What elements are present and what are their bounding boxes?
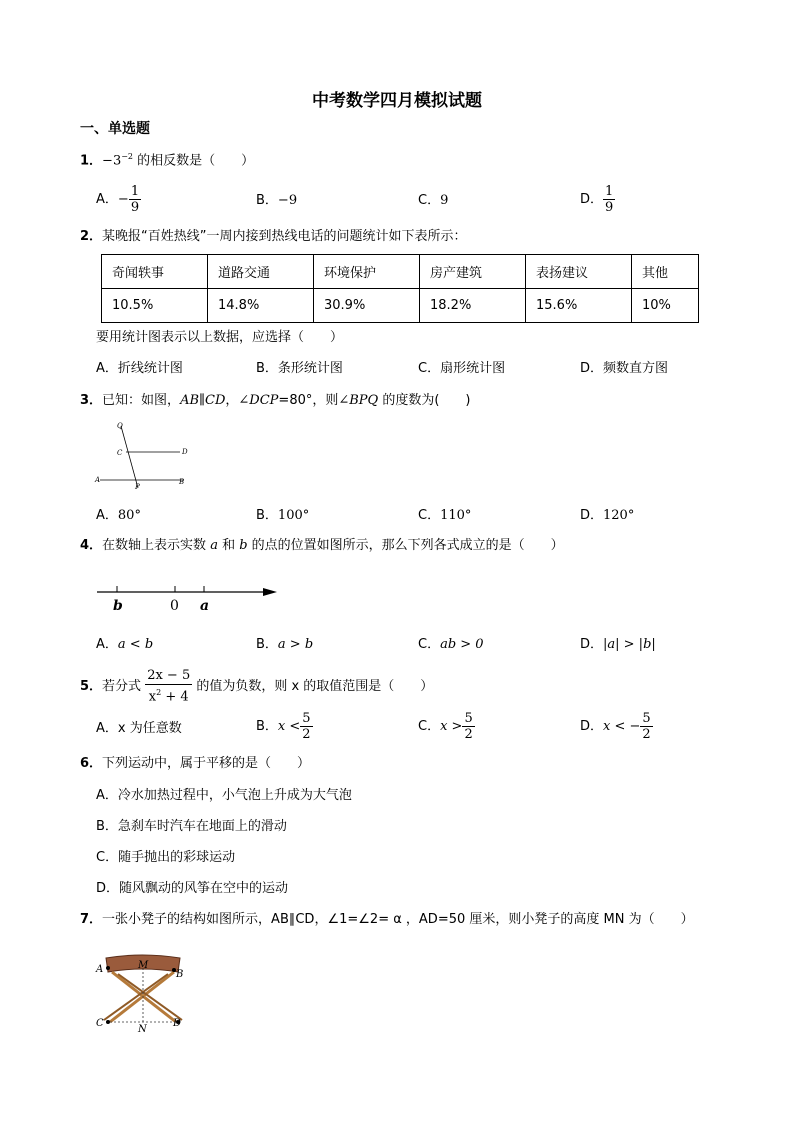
- option-text: 110°: [440, 508, 472, 523]
- option-label: B．: [256, 719, 278, 734]
- option-text: 随手抛出的彩球运动: [118, 850, 236, 865]
- option-text: 冷水加热过程中，小气泡上升成为大气泡: [117, 788, 352, 803]
- denominator: 2: [464, 727, 473, 742]
- option-label: A．: [96, 788, 118, 803]
- option-label: A．: [96, 637, 118, 652]
- math-expression: AB∥CD: [180, 393, 226, 408]
- math-sign: −: [117, 192, 129, 207]
- math-exponent: −2: [121, 152, 134, 161]
- option-label: C．: [418, 508, 441, 523]
- question-number: 3．: [80, 393, 103, 408]
- option-label: D．: [580, 508, 604, 523]
- page-title: 中考数学四月模拟试题: [312, 91, 482, 111]
- option-b[interactable]: [256, 711, 313, 742]
- option-b[interactable]: [256, 192, 297, 210]
- label-c: C: [96, 1018, 104, 1029]
- parallel-lines-figure: [92, 418, 202, 496]
- denominator-base: x: [148, 689, 157, 705]
- question-3: [80, 392, 471, 410]
- option-b[interactable]: [256, 636, 313, 654]
- option-label: C．: [418, 193, 441, 208]
- option-a[interactable]: [96, 720, 182, 738]
- option-text: a > b: [277, 637, 314, 652]
- label-d: D: [173, 1018, 182, 1029]
- table-cell: 15.6%: [526, 289, 632, 323]
- question-text: 某晚报“百姓热线”一周内接到热线电话的问题统计如下表所示：: [102, 229, 467, 244]
- math-base: −3: [102, 153, 122, 169]
- option-label: A．: [96, 192, 118, 207]
- option-d[interactable]: [96, 880, 288, 898]
- section-heading: 一、单选题: [80, 121, 150, 137]
- option-label: D．: [580, 192, 604, 207]
- option-d[interactable]: [580, 507, 634, 525]
- option-text: 120°: [603, 508, 635, 523]
- stool-leg: [118, 974, 182, 1020]
- option-text: ab > 0: [440, 637, 484, 652]
- question-number: 2．: [80, 229, 103, 244]
- option-label: C．: [418, 361, 441, 376]
- denominator: 2: [642, 727, 651, 742]
- option-text: −9: [277, 193, 298, 208]
- table-cell: 房产建筑: [420, 255, 526, 289]
- table-cell: 30.9%: [314, 289, 420, 323]
- point-c: [106, 1020, 110, 1024]
- fraction: [145, 668, 192, 705]
- label-zero: 0: [170, 598, 179, 614]
- option-text: x >: [440, 719, 463, 734]
- question-number: 5．: [80, 679, 103, 695]
- table-header-row: [102, 255, 699, 289]
- fraction: [462, 711, 474, 742]
- option-text: 9: [440, 193, 449, 208]
- option-label: C．: [418, 719, 441, 734]
- question-text: 下列运动中，属于平移的是（ ）: [102, 756, 311, 771]
- table-cell: 环境保护: [314, 255, 420, 289]
- label-b: b: [113, 598, 123, 614]
- option-text: a < b: [117, 637, 154, 652]
- option-text: 折线统计图: [117, 361, 183, 376]
- option-label: C．: [418, 637, 441, 652]
- table-cell: 18.2%: [420, 289, 526, 323]
- label-a: a: [200, 598, 210, 614]
- question-text: ，: [225, 393, 239, 408]
- denominator: [145, 685, 192, 705]
- option-label: D．: [580, 719, 604, 734]
- option-label: A．: [96, 508, 118, 523]
- table-row: [102, 289, 699, 323]
- option-text: 急刹车时汽车在地面上的滑动: [117, 819, 287, 834]
- table-cell: 10.5%: [102, 289, 208, 323]
- option-d[interactable]: [580, 360, 668, 378]
- question-text: 若分式: [102, 679, 146, 695]
- option-b[interactable]: [256, 507, 309, 525]
- label-d: D: [182, 448, 188, 456]
- option-c[interactable]: [96, 849, 235, 867]
- table-cell: 道路交通: [208, 255, 314, 289]
- table-cell: 其他: [632, 255, 699, 289]
- arrow-head-icon: [263, 588, 277, 596]
- numerator: 1: [130, 184, 140, 199]
- stool-figure: [94, 950, 194, 1034]
- option-text: 100°: [277, 508, 310, 523]
- option-label: B．: [96, 819, 118, 834]
- option-label: D．: [96, 881, 120, 896]
- option-label: B．: [256, 193, 278, 208]
- option-label: D．: [580, 361, 604, 376]
- label-c: C: [117, 449, 123, 457]
- option-label: B．: [256, 637, 278, 652]
- fraction: [129, 184, 141, 215]
- label-a: A: [96, 964, 104, 975]
- statistics-table: [101, 254, 699, 323]
- numerator: 2x − 5: [147, 668, 191, 683]
- denominator: 9: [605, 200, 614, 215]
- question-text: 在数轴上表示实数: [102, 538, 211, 553]
- question-5: [80, 668, 433, 705]
- option-c[interactable]: [418, 360, 505, 378]
- line-pq: [121, 426, 138, 488]
- question-number: 4．: [80, 538, 103, 553]
- option-a[interactable]: [96, 636, 153, 654]
- option-b[interactable]: [96, 818, 287, 836]
- option-text: 扇形统计图: [440, 361, 506, 376]
- number-line-figure: [95, 578, 280, 614]
- option-text: 随风飘动的风筝在空中的运动: [119, 881, 289, 896]
- option-text: x < −: [603, 719, 641, 734]
- question-number: 1．: [80, 153, 103, 169]
- option-d[interactable]: [580, 636, 656, 654]
- label-n: N: [138, 1024, 147, 1034]
- question-2: [80, 228, 467, 246]
- question-2-followup: 要用统计图表示以上数据，应选择（ ）: [96, 330, 344, 345]
- option-text: 条形统计图: [277, 361, 343, 376]
- table-cell: 14.8%: [208, 289, 314, 323]
- question-7: [80, 911, 694, 929]
- option-text: x 为任意数: [117, 721, 182, 736]
- question-text: 已知：如图，: [102, 393, 181, 408]
- table-cell: 10%: [632, 289, 699, 323]
- denominator-exponent: 2: [156, 688, 162, 697]
- option-c[interactable]: [418, 711, 475, 742]
- option-a[interactable]: [96, 507, 141, 525]
- option-a[interactable]: [96, 184, 141, 215]
- option-b[interactable]: [256, 360, 343, 378]
- question-text: 和: [217, 538, 240, 553]
- table-cell: 奇闻轶事: [102, 255, 208, 289]
- question-text: =80°，则: [278, 393, 339, 408]
- label-p: P: [135, 483, 140, 491]
- math-variable: a: [210, 538, 218, 553]
- question-text: 一张小凳子的结构如图所示，AB∥CD，∠1=∠2= α ，AD=50 厘米，则小凳子的高度 MN 为（ ）: [102, 912, 694, 927]
- option-text: x <: [277, 719, 301, 734]
- numerator: 5: [302, 711, 311, 726]
- option-text: |a| > |b|: [603, 637, 656, 652]
- fraction: [640, 711, 652, 742]
- numerator: 5: [642, 711, 651, 726]
- option-label: B．: [256, 508, 278, 523]
- option-d[interactable]: [580, 711, 653, 742]
- question-number: 6．: [80, 756, 103, 771]
- option-c[interactable]: [418, 636, 484, 654]
- numerator: 1: [605, 184, 614, 199]
- question-text: 的度数为( ): [378, 393, 471, 408]
- question-text: 的值为负数，则 x 的取值范围是（ ）: [192, 679, 434, 695]
- option-label: B．: [256, 361, 278, 376]
- label-a: A: [95, 476, 101, 484]
- option-label: C．: [96, 850, 119, 865]
- label-b: B: [179, 478, 185, 486]
- table-cell: 表扬建议: [526, 255, 632, 289]
- question-text: 的点的位置如图所示，那么下列各式成立的是（ ）: [247, 538, 564, 553]
- option-c[interactable]: [418, 507, 471, 525]
- denominator: 9: [130, 200, 140, 215]
- option-label: A．: [96, 361, 118, 376]
- option-text: 80°: [117, 508, 141, 523]
- math-variable: b: [239, 538, 248, 553]
- fraction: [603, 184, 615, 215]
- option-d[interactable]: [580, 184, 615, 215]
- question-4: [80, 537, 564, 555]
- fraction: [300, 711, 312, 742]
- question-6: [80, 755, 310, 773]
- option-label: A．: [96, 721, 118, 736]
- math-expression: ∠DCP: [238, 393, 279, 408]
- question-1: [80, 148, 254, 170]
- option-a[interactable]: [96, 360, 183, 378]
- option-c[interactable]: [418, 192, 448, 210]
- denominator: 2: [302, 727, 311, 742]
- stool-leg: [104, 974, 168, 1020]
- option-a[interactable]: [96, 787, 352, 805]
- option-label: D．: [580, 637, 604, 652]
- question-number: 7．: [80, 912, 103, 927]
- denominator-rest: + 4: [161, 689, 189, 705]
- point-a: [106, 966, 110, 970]
- question-text: 的相反数是（ ）: [133, 153, 255, 169]
- label-q: Q: [117, 422, 123, 430]
- label-m: M: [138, 960, 149, 971]
- math-expression: ∠BPQ: [338, 393, 379, 408]
- label-b: B: [176, 969, 184, 980]
- numerator: 5: [464, 711, 473, 726]
- option-text: 频数直方图: [603, 361, 669, 376]
